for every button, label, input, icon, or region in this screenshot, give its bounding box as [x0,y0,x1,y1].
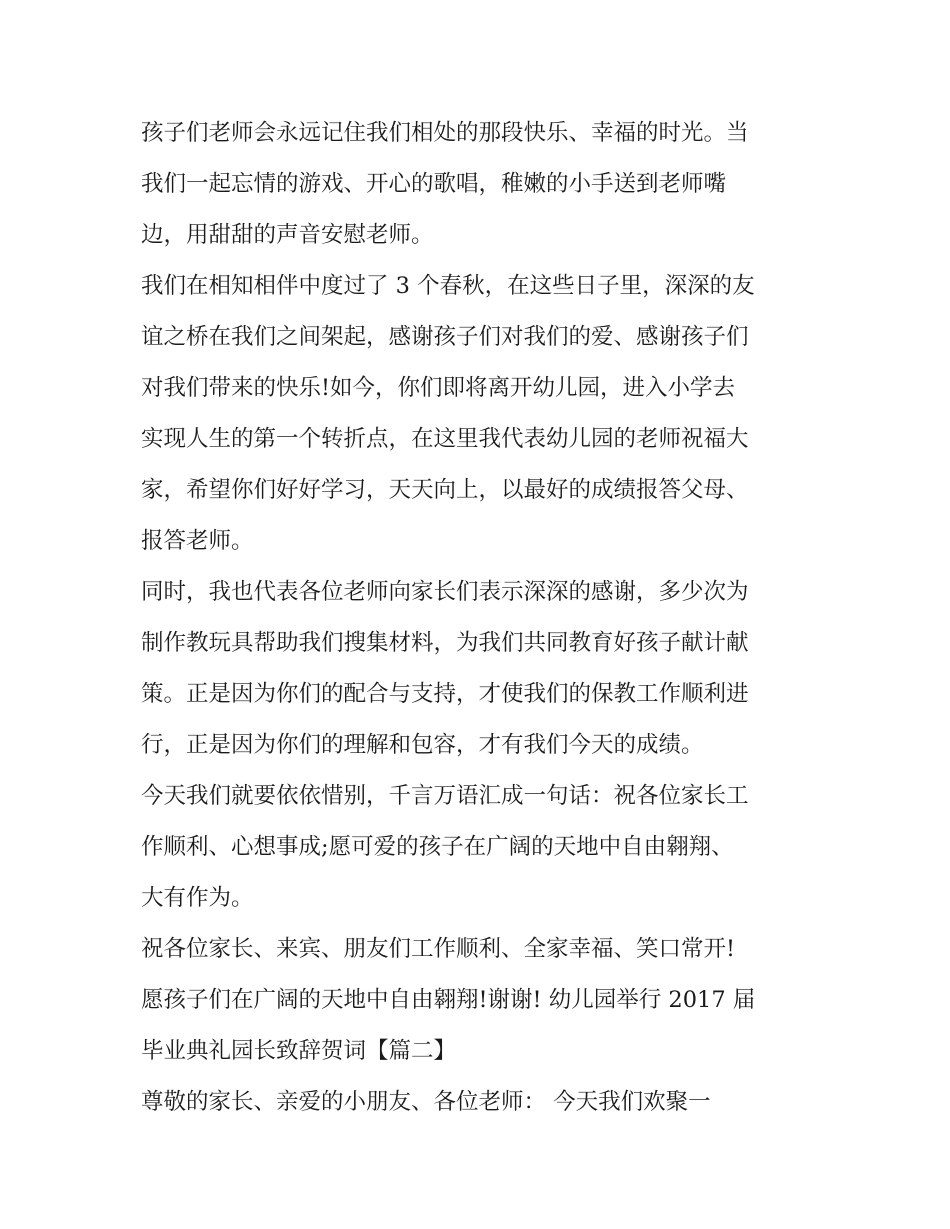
text-line: 实现人生的第一个转折点，在这里我代表幼儿园的老师祝福大 [141,426,749,452]
text-line: 愿孩子们在广阔的天地中自由翱翔!谢谢! 幼儿园举行 2017 届 [141,987,756,1013]
text-line: 大有作为。 [141,885,254,911]
text-line: 对我们带来的快乐!如今，你们即将离开幼儿园，进入小学去 [141,375,736,401]
text-line: 策。正是因为你们的配合与支持，才使我们的保教工作顺利进 [141,681,749,707]
body-text [141,108,813,1128]
text-line: 制作教玩具帮助我们搜集材料，为我们共同教育好孩子献计献 [141,630,749,656]
text-line: 报答老师。 [141,528,254,554]
text-line: 家，希望你们好好学习，天天向上，以最好的成绩报答父母、 [141,477,749,503]
text-line: 我们在相知相伴中度过了 3 个春秋，在这些日子里，深深的友 [141,273,755,299]
text-line: 谊之桥在我们之间架起，感谢孩子们对我们的爱、感谢孩子们 [141,324,749,350]
text-line: 作顺利、心想事成;愿可爱的孩子在广阔的天地中自由翱翔、 [141,834,734,860]
text-line: 同时，我也代表各位老师向家长们表示深深的感谢，多少次为 [141,579,749,605]
text-line: 祝各位家长、来宾、朋友们工作顺利、全家幸福、笑口常开! [141,936,736,962]
text-line: 毕业典礼园长致辞贺词【篇二】 [141,1038,457,1064]
text-line: 边，用甜甜的声音安慰老师。 [141,222,434,248]
text-line: 孩子们老师会永远记住我们相处的那段快乐、幸福的时光。当 [141,120,749,146]
text-line: 我们一起忘情的游戏、开心的歌唱，稚嫩的小手送到老师嘴 [141,171,727,197]
text-line: 尊敬的家长、亲爱的小朋友、各位老师： 今天我们欢聚一 [141,1089,711,1115]
text-line: 行，正是因为你们的理解和包容，才有我们今天的成绩。 [141,732,704,758]
text-line: 今天我们就要依依惜别，千言万语汇成一句话：祝各位家长工 [141,783,749,809]
